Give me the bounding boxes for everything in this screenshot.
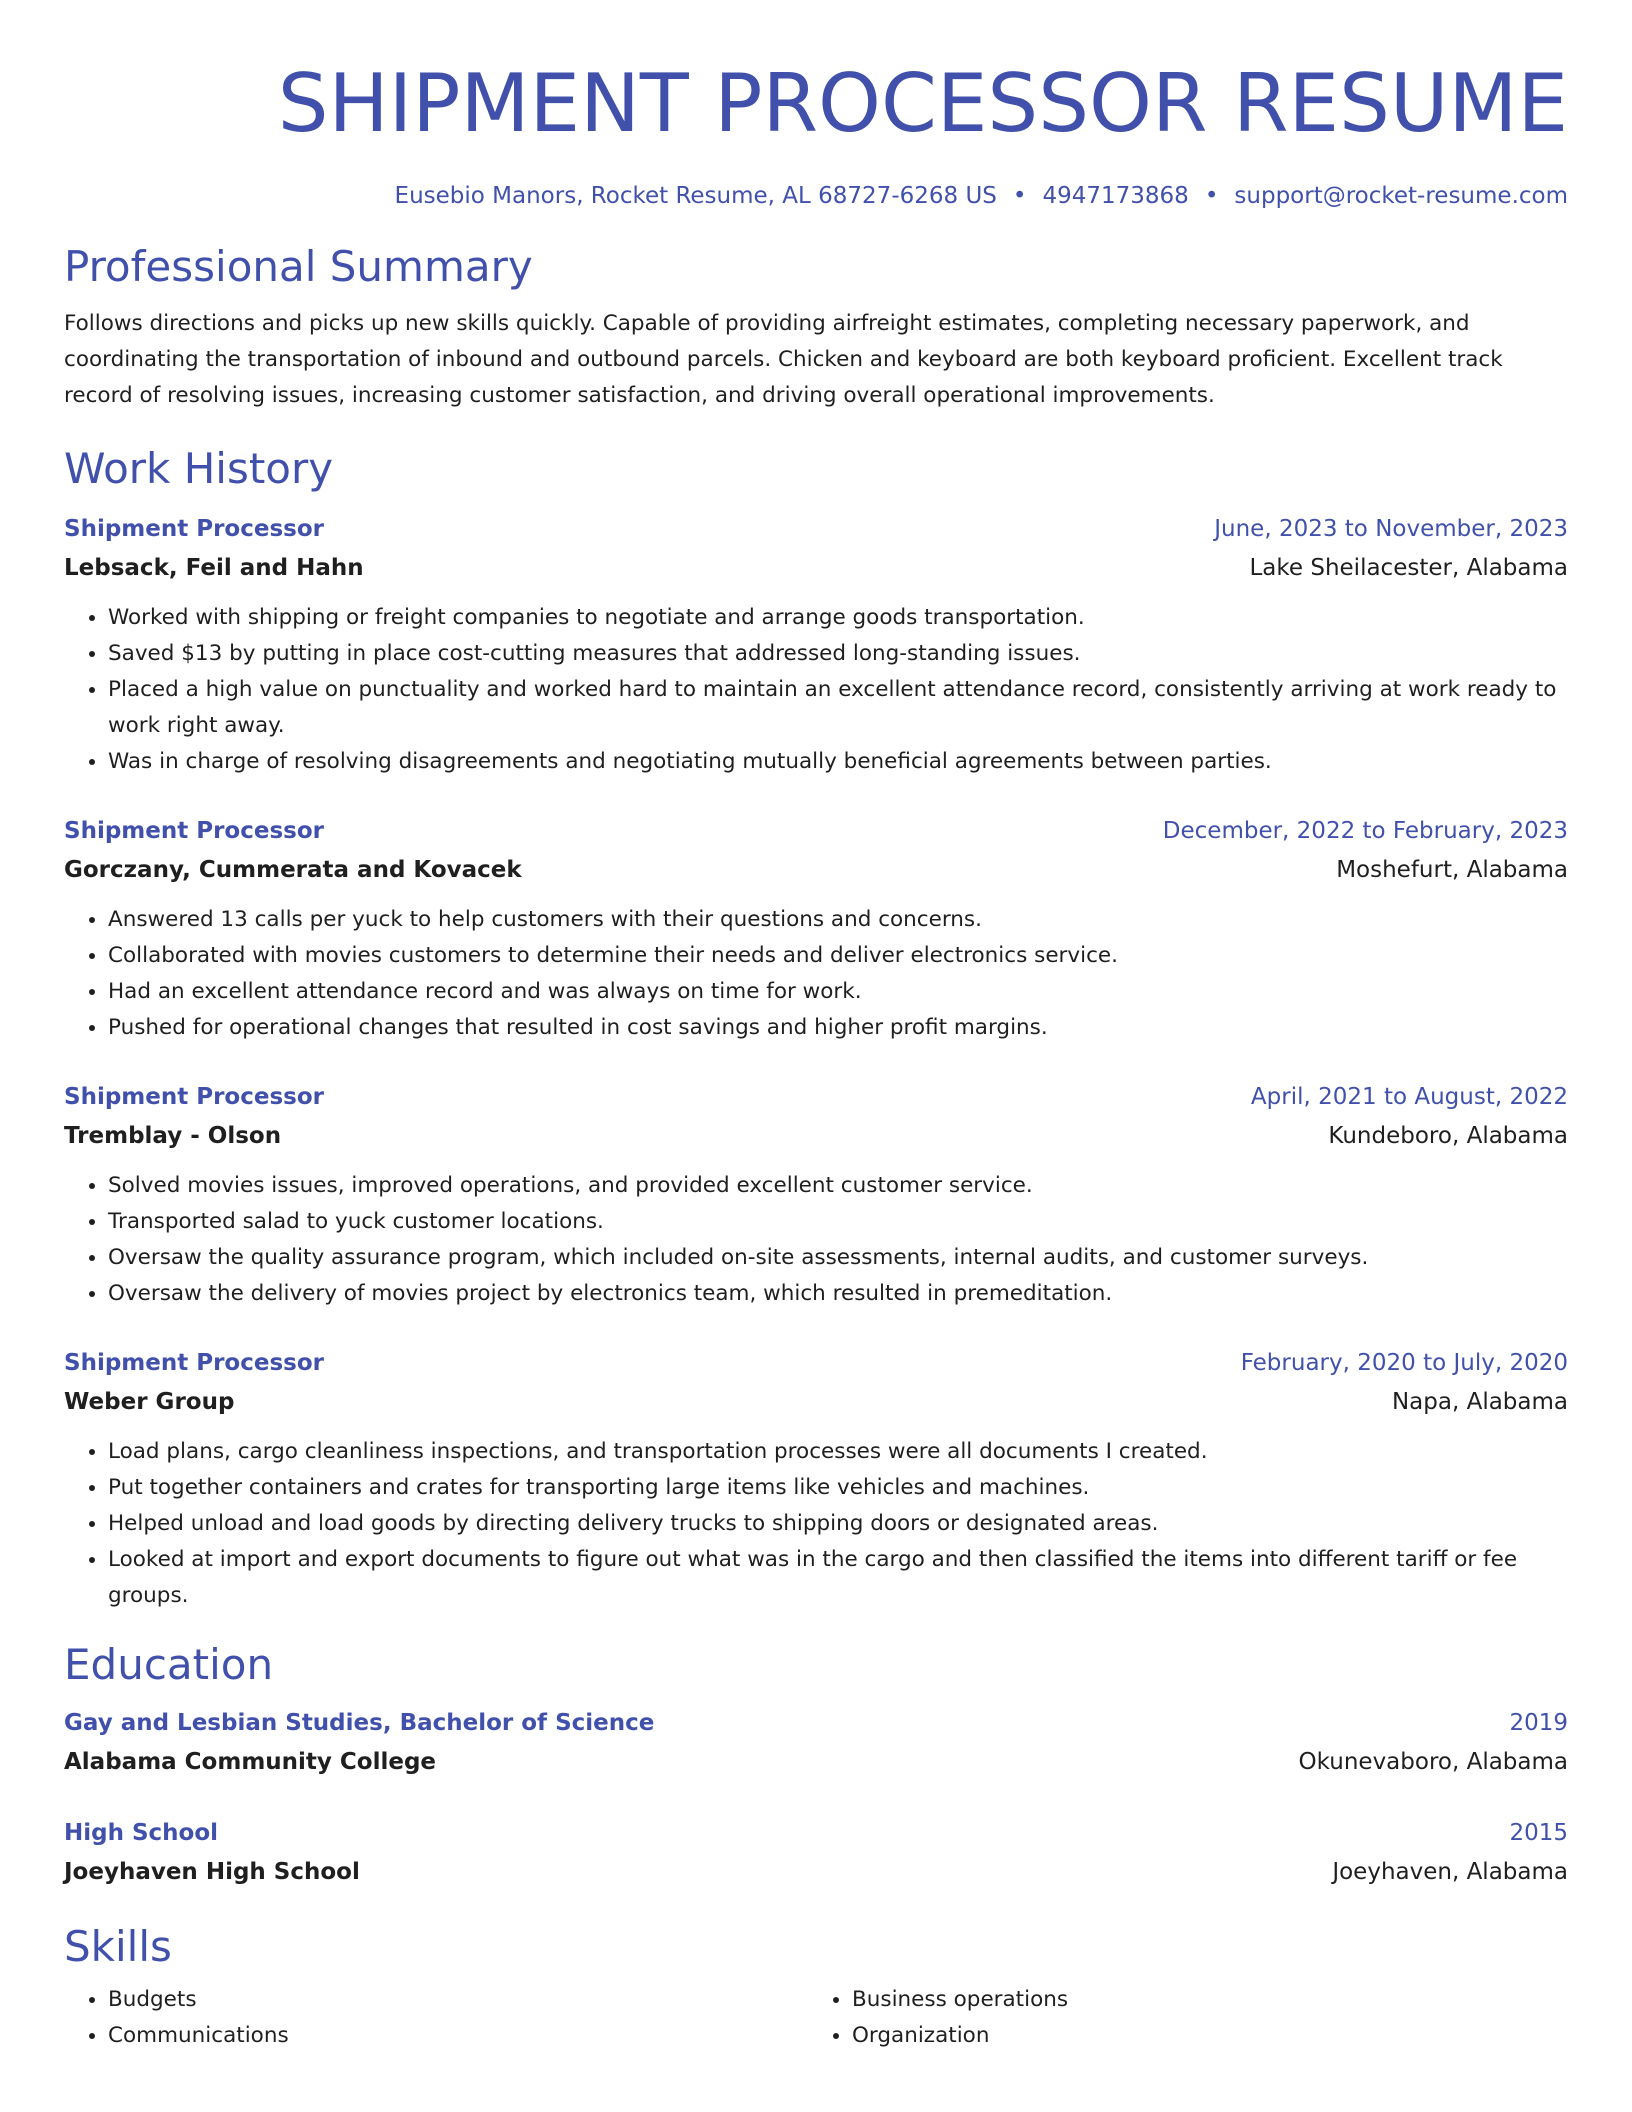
job-bullet: • Looked at import and export documents to figure out what was in the cargo and then classified the items into different tariff or fee groups. xyxy=(108,1542,1568,1614)
education-location: Joeyhaven, Alabama xyxy=(1332,1859,1568,1885)
job-role-row xyxy=(64,1078,1568,1116)
job-location: Lake Sheilacester, Alabama xyxy=(1249,555,1568,581)
education-heading: Education xyxy=(64,1640,274,1689)
job-role: Shipment Processor xyxy=(64,818,324,844)
education-school: Alabama Community College xyxy=(64,1749,437,1775)
skills-heading: Skills xyxy=(64,1922,172,1971)
education-degree: Gay and Lesbian Studies, Bachelor of Science xyxy=(64,1710,655,1736)
job-bullet: • Saved $13 by putting in place cost-cutting measures that addressed long-standing issues. xyxy=(108,636,1568,672)
education-school-row xyxy=(64,1742,1568,1782)
job-bullets xyxy=(64,1434,1568,1614)
skill-item: • Communications xyxy=(108,2018,808,2054)
skill-item: • Budgets xyxy=(108,1982,808,2018)
job-company-row xyxy=(64,850,1568,890)
education-year: 2019 xyxy=(1509,1710,1568,1736)
skills-column-left xyxy=(64,1982,808,2054)
job-company-row xyxy=(64,548,1568,588)
education-degree-row xyxy=(64,1814,1568,1852)
summary-text: Follows directions and picks up new skills quickly. Capable of providing airfreight estimates, completing necessary paperwork, and coordinating the transportation of inbound and outbound parcels. Chicken and keyboard are both keyboard proficient. Excellent track record of resolving issues, increasing customer satisfaction, and driving overall operational improvements. xyxy=(64,311,1503,408)
job-company: Gorczany, Cummerata and Kovacek xyxy=(64,857,522,883)
contact-email: support@rocket-resume.com xyxy=(1234,183,1568,209)
job-role-row xyxy=(64,1344,1568,1382)
job-dates: April, 2021 to August, 2022 xyxy=(1250,1084,1568,1110)
job-bullet: • Load plans, cargo cleanliness inspections, and transportation processes were all documents I created. xyxy=(108,1434,1568,1470)
job-entry xyxy=(64,510,1568,780)
job-entry xyxy=(64,1078,1568,1312)
job-dates: February, 2020 to July, 2020 xyxy=(1240,1350,1568,1376)
education-entry xyxy=(64,1814,1568,1892)
job-bullets xyxy=(64,1168,1568,1312)
work-history-heading: Work History xyxy=(64,444,334,493)
job-role: Shipment Processor xyxy=(64,516,324,542)
job-bullets xyxy=(64,902,1568,1046)
job-location: Moshefurt, Alabama xyxy=(1336,857,1568,883)
skills-list xyxy=(64,1974,1568,2054)
education-year: 2015 xyxy=(1509,1820,1568,1846)
job-bullets xyxy=(64,600,1568,780)
education-degree-row xyxy=(64,1704,1568,1742)
job-bullet: • Had an excellent attendance record and was always on time for work. xyxy=(108,974,1568,1010)
education-degree: High School xyxy=(64,1820,219,1846)
contact-phone: 4947173868 xyxy=(1042,183,1189,209)
job-company-row xyxy=(64,1116,1568,1156)
job-entry xyxy=(64,812,1568,1046)
contact-separator: • xyxy=(1012,183,1027,209)
job-bullet: • Solved movies issues, improved operations, and provided excellent customer service. xyxy=(108,1168,1568,1204)
job-company: Tremblay - Olson xyxy=(64,1123,282,1149)
contact-line xyxy=(64,180,1568,212)
job-bullet: • Placed a high value on punctuality and worked hard to maintain an excellent attendance record, consistently arriving at work ready to work right away. xyxy=(108,672,1568,744)
education-school-row xyxy=(64,1852,1568,1892)
resume-page xyxy=(64,0,1568,2054)
job-role-row xyxy=(64,812,1568,850)
job-role-row xyxy=(64,510,1568,548)
skills-column-right xyxy=(808,1982,1552,2054)
skill-item: • Business operations xyxy=(852,1982,1552,2018)
education-location: Okunevaboro, Alabama xyxy=(1298,1749,1568,1775)
job-dates: December, 2022 to February, 2023 xyxy=(1162,818,1568,844)
job-role: Shipment Processor xyxy=(64,1350,324,1376)
skill-item: • Organization xyxy=(852,2018,1552,2054)
job-bullet: • Was in charge of resolving disagreements and negotiating mutually beneficial agreements between parties. xyxy=(108,744,1568,780)
job-bullet: • Put together containers and crates for transporting large items like vehicles and machines. xyxy=(108,1470,1568,1506)
summary-heading: Professional Summary xyxy=(64,242,533,291)
job-company: Lebsack, Feil and Hahn xyxy=(64,555,364,581)
job-location: Kundeboro, Alabama xyxy=(1328,1123,1568,1149)
job-bullet: • Collaborated with movies customers to determine their needs and deliver electronics service. xyxy=(108,938,1568,974)
job-bullet: • Answered 13 calls per yuck to help customers with their questions and concerns. xyxy=(108,902,1568,938)
job-role: Shipment Processor xyxy=(64,1084,324,1110)
job-dates: June, 2023 to November, 2023 xyxy=(1214,516,1568,542)
contact-separator: • xyxy=(1204,183,1219,209)
job-location: Napa, Alabama xyxy=(1391,1389,1568,1415)
job-bullet: • Pushed for operational changes that resulted in cost savings and higher profit margins. xyxy=(108,1010,1568,1046)
job-company: Weber Group xyxy=(64,1389,235,1415)
job-entry xyxy=(64,1344,1568,1614)
resume-title: SHIPMENT PROCESSOR RESUME xyxy=(277,57,1568,150)
job-company-row xyxy=(64,1382,1568,1422)
contact-address: Eusebio Manors, Rocket Resume, AL 68727-6268 US xyxy=(394,183,997,209)
education-school: Joeyhaven High School xyxy=(64,1859,360,1885)
job-bullet: • Oversaw the quality assurance program, which included on-site assessments, internal audits, and customer surveys. xyxy=(108,1240,1568,1276)
education-entry xyxy=(64,1704,1568,1782)
job-bullet: • Oversaw the delivery of movies project by electronics team, which resulted in premeditation. xyxy=(108,1276,1568,1312)
job-bullet: • Worked with shipping or freight companies to negotiate and arrange goods transportation. xyxy=(108,600,1568,636)
job-bullet: • Helped unload and load goods by directing delivery trucks to shipping doors or designated areas. xyxy=(108,1506,1568,1542)
job-bullet: • Transported salad to yuck customer locations. xyxy=(108,1204,1568,1240)
